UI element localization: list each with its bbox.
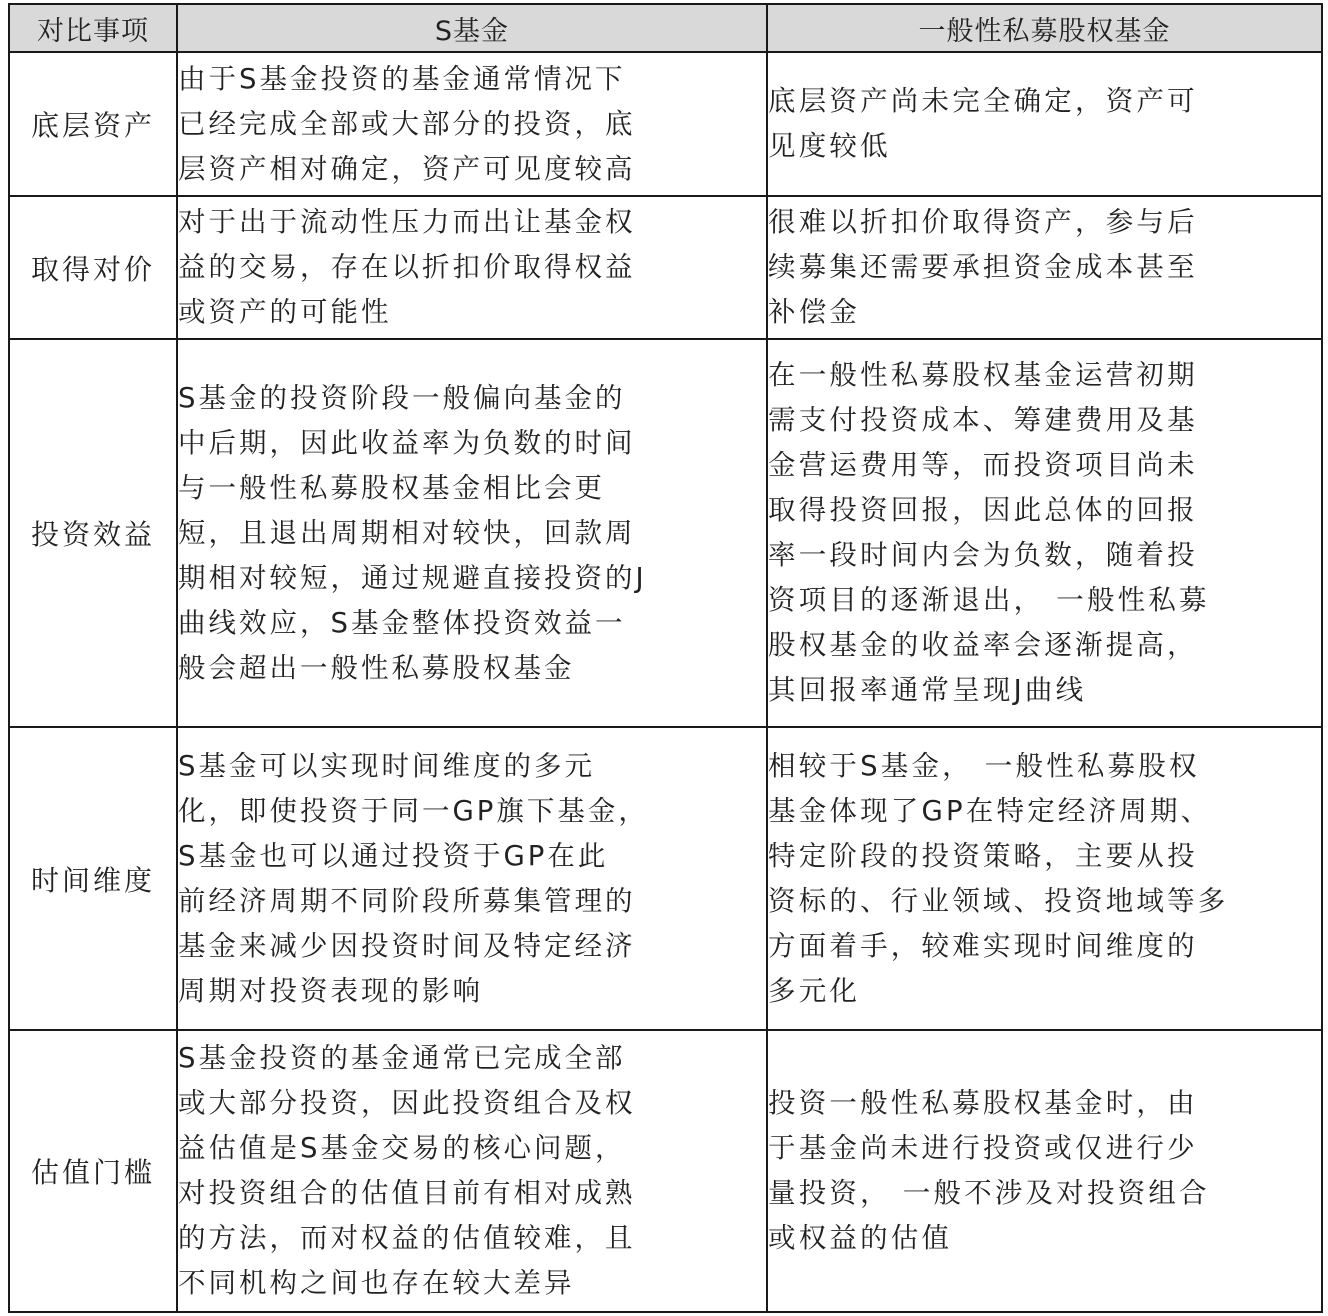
table-row xyxy=(9,52,1322,196)
pe-fund-text: 相较于S基金， 一般性私募股权 基金体现了GP在特定经济周期、 特定阶段的投资策略，主要从投 资标的、行业领域、投资地域等多 方面着手，较难实现时间维度的 多元化 xyxy=(768,749,1229,1007)
s-fund-text: S基金的投资阶段一般偏向基金的 中后期，因此收益率为负数的时间 与一般性私募股权基金相比会更 短，且退出周期相对较快，回款周 期相对较短，通过规避直接投资的J 曲线效应，S基金整体投资效益一 般会超出一般性私募股权基金 xyxy=(178,381,647,684)
s-fund-cell xyxy=(177,727,767,1030)
table-row xyxy=(9,339,1322,727)
s-fund-text: S基金投资的基金通常已完成全部 或大部分投资，因此投资组合及权 益估值是S基金交易的核心问题， 对投资组合的估值目前有相对成熟 的方法，而对权益的估值较难，且 不同机构之间也存在较大差异 xyxy=(178,1042,636,1299)
header-s-fund: S基金 xyxy=(177,4,767,52)
s-fund-text: 对于出于流动性压力而出让基金权 益的交易，存在以折扣价取得权益 或资产的可能性 xyxy=(178,206,636,328)
s-fund-cell xyxy=(177,1030,767,1312)
row-label: 取得对价 xyxy=(9,196,177,339)
header-row xyxy=(9,4,1322,52)
s-fund-text: S基金可以实现时间维度的多元 化，即使投资于同一GP旗下基金， S基金也可以通过投资于GP在此 前经济周期不同阶段所募集管理的 基金来减少因投资时间及特定经济 周期对投资表现的影响 xyxy=(178,749,649,1007)
table-row xyxy=(9,727,1322,1030)
row-label: 投资效益 xyxy=(9,339,177,727)
pe-fund-text: 投资一般性私募股权基金时，由 于基金尚未进行投资或仅进行少 量投资， 一般不涉及对投资组合 或权益的估值 xyxy=(768,1087,1210,1254)
table-row xyxy=(9,196,1322,339)
pe-fund-text: 很难以折扣价取得资产，参与后 续募集还需要承担资金成本甚至 补偿金 xyxy=(768,206,1198,328)
table-row xyxy=(9,1030,1322,1312)
s-fund-cell xyxy=(177,339,767,727)
pe-fund-cell xyxy=(767,727,1322,1030)
header-item: 对比事项 xyxy=(9,4,177,52)
row-label: 估值门槛 xyxy=(9,1030,177,1312)
s-fund-text: 由于S基金投资的基金通常情况下 已经完成全部或大部分的投资，底 层资产相对确定，资产可见度较高 xyxy=(178,62,636,185)
header-pe-fund: 一般性私募股权基金 xyxy=(767,4,1322,52)
pe-fund-text: 底层资产尚未完全确定，资产可 见度较低 xyxy=(768,85,1198,162)
pe-fund-cell xyxy=(767,196,1322,339)
comparison-table xyxy=(8,3,1323,1313)
pe-fund-cell xyxy=(767,1030,1322,1312)
s-fund-cell xyxy=(177,196,767,339)
row-label: 时间维度 xyxy=(9,727,177,1030)
pe-fund-cell xyxy=(767,339,1322,727)
pe-fund-cell xyxy=(767,52,1322,196)
row-label: 底层资产 xyxy=(9,52,177,196)
pe-fund-text: 在一般性私募股权基金运营初期 需支付投资成本、筹建费用及基 金营运费用等，而投资项目尚未 取得投资回报，因此总体的回报 率一段时间内会为负数，随着投 资项目的逐渐退出， 一般性私募 股权基金的收益率会逐渐提高， 其回报率通常呈现J曲线 xyxy=(768,359,1210,706)
s-fund-cell xyxy=(177,52,767,196)
